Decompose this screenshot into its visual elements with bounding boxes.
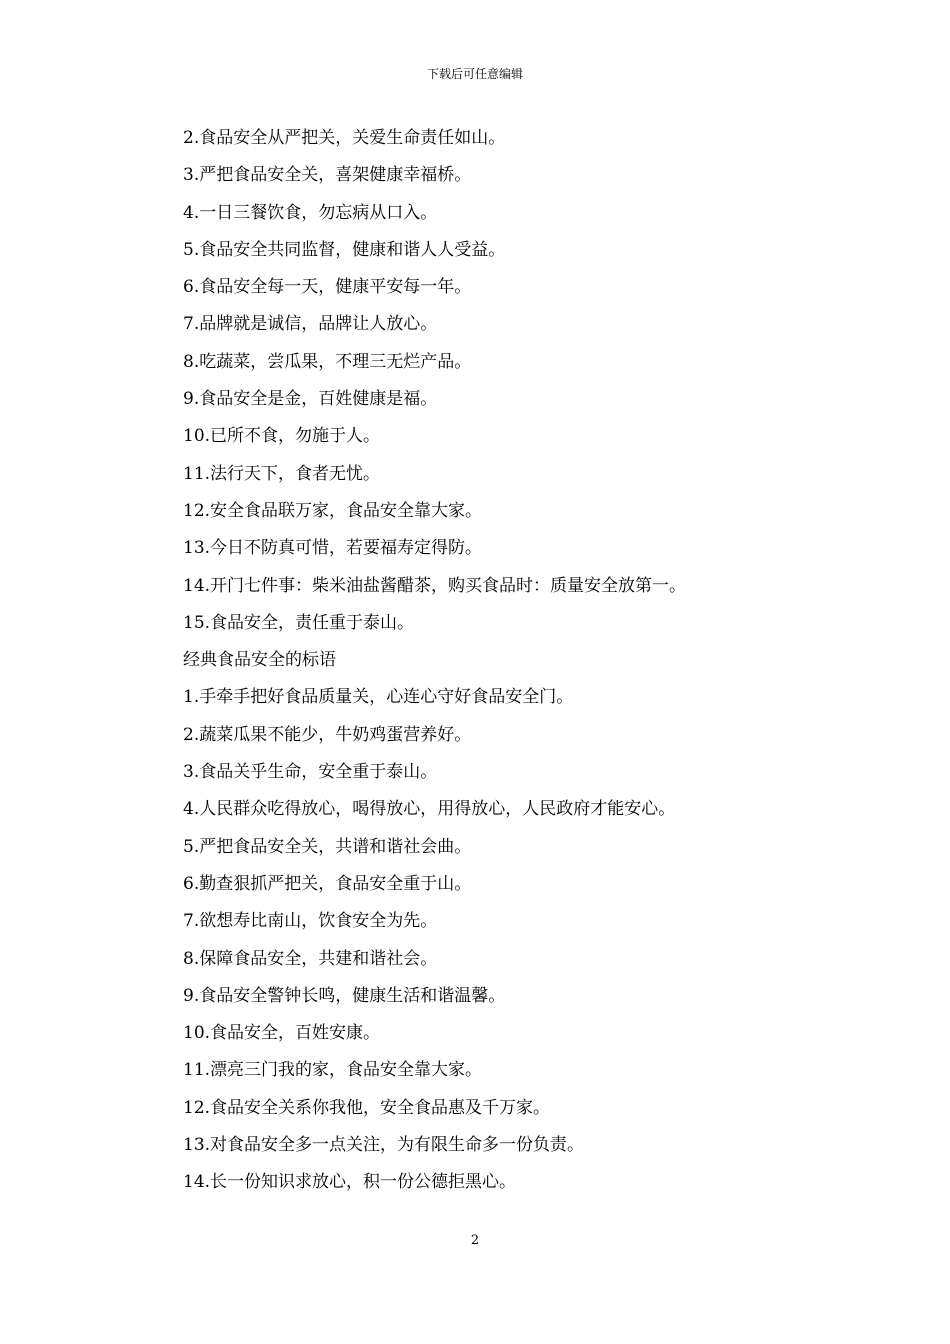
slogan-line: 8.保障食品安全，共建和谐社会。 — [183, 948, 438, 969]
slogan-line: 1.手牵手把好食品质量关，心连心守好食品安全门。 — [183, 687, 574, 708]
slogan-line: 6.勤查狠抓严把关，食品安全重于山。 — [183, 873, 472, 894]
slogan-line: 9.食品安全警钟长鸣，健康生活和谐温馨。 — [183, 985, 506, 1006]
slogan-line: 11.法行天下，食者无忧。 — [183, 463, 381, 484]
slogan-line: 4.人民群众吃得放心，喝得放心，用得放心，人民政府才能安心。 — [183, 799, 676, 820]
slogan-line: 3.严把食品安全关，喜架健康幸福桥。 — [183, 165, 472, 186]
slogan-line: 5.严把食品安全关，共谱和谐社会曲。 — [183, 836, 472, 857]
slogan-line: 10.已所不食，勿施于人。 — [183, 426, 381, 447]
slogan-line: 13.对食品安全多一点关注，为有限生命多一份负责。 — [183, 1135, 585, 1156]
slogan-line: 3.食品关乎生命，安全重于泰山。 — [183, 762, 438, 783]
slogan-line: 12.食品安全关系你我他，安全食品惠及千万家。 — [183, 1097, 551, 1118]
slogan-line: 10.食品安全，百姓安康。 — [183, 1023, 381, 1044]
slogan-line: 9.食品安全是金，百姓健康是福。 — [183, 389, 438, 410]
slogan-line: 12.安全食品联万家，食品安全靠大家。 — [183, 500, 483, 521]
slogan-line: 13.今日不防真可惜，若要福寿定得防。 — [183, 538, 483, 559]
slogan-line: 7.欲想寿比南山，饮食安全为先。 — [183, 911, 438, 932]
slogan-line: 5.食品安全共同监督，健康和谐人人受益。 — [183, 239, 506, 260]
slogan-line: 14.长一份知识求放心，积一份公德拒黑心。 — [183, 1172, 517, 1193]
page-number: 2 — [470, 1233, 480, 1248]
slogan-line: 4.一日三餐饮食，勿忘病从口入。 — [183, 202, 438, 223]
document-body — [183, 120, 923, 1202]
slogan-line: 2.蔬菜瓜果不能少，牛奶鸡蛋营养好。 — [183, 724, 472, 745]
slogan-line: 15.食品安全，责任重于泰山。 — [183, 612, 415, 633]
slogan-line: 8.吃蔬菜，尝瓜果，不理三无烂产品。 — [183, 351, 472, 372]
slogan-line: 14.开门七件事：柴米油盐酱醋茶，购买食品时：质量安全放第一。 — [183, 575, 687, 596]
section-heading: 经典食品安全的标语 — [183, 650, 336, 671]
slogan-line: 7.品牌就是诚信，品牌让人放心。 — [183, 314, 438, 335]
slogan-line: 11.漂亮三门我的家，食品安全靠大家。 — [183, 1060, 483, 1081]
slogan-line: 6.食品安全每一天，健康平安每一年。 — [183, 277, 472, 298]
page-header: 下载后可任意编辑 — [426, 67, 523, 81]
slogan-line: 2.食品安全从严把关，关爱生命责任如山。 — [183, 128, 506, 148]
